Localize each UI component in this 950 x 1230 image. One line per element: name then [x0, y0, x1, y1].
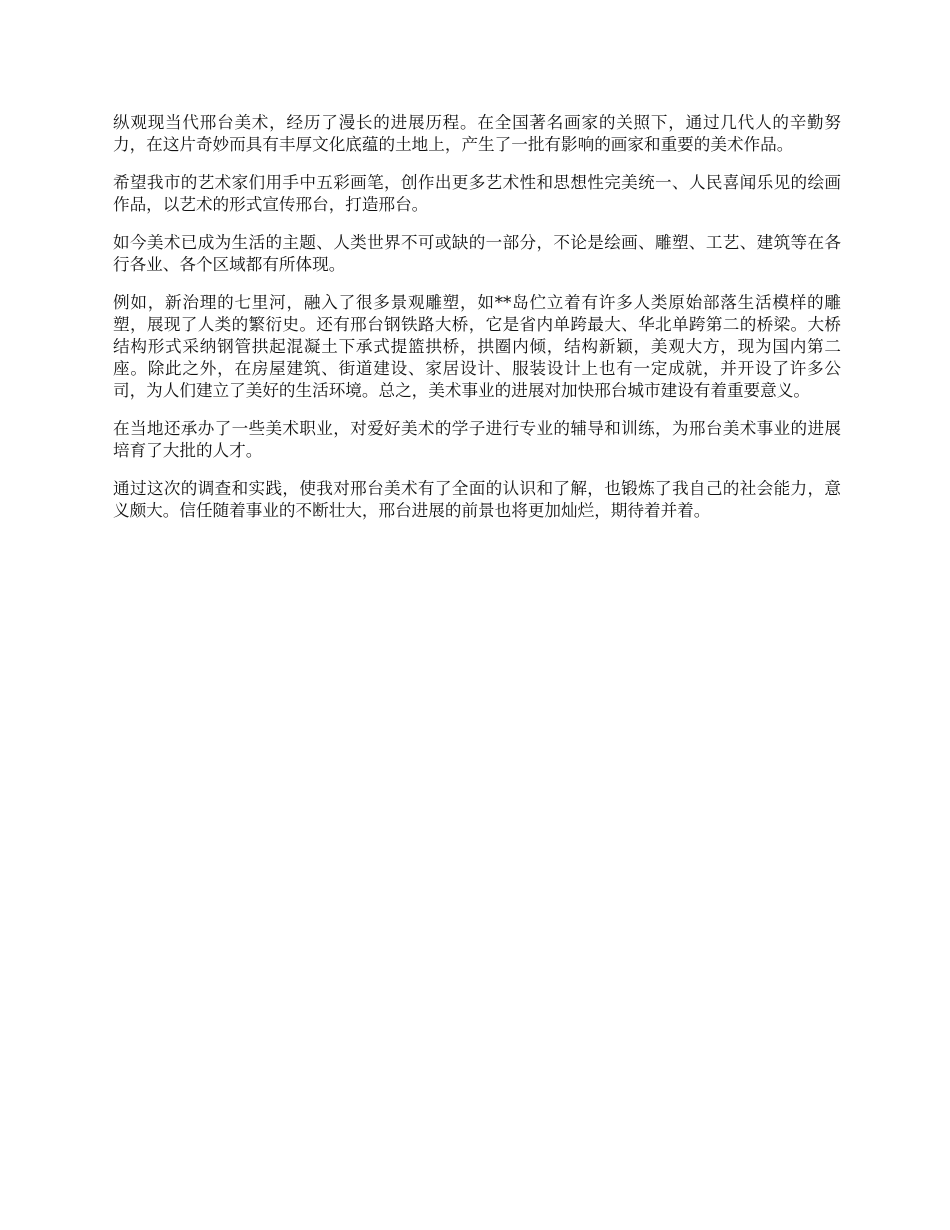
- paragraph-6: 通过这次的调查和实践，使我对邢台美术有了全面的认识和了解，也锻炼了我自己的社会能力，意义颇大。信任随着事业的不断壮大，邢台进展的前景也将更加灿烂，期待着并着。: [113, 479, 841, 520]
- paragraph-4: 例如，新治理的七里河，融入了很多景观雕塑，如**岛伫立着有许多人类原始部落生活模样的雕塑，展现了人类的繁衍史。还有邢台钢铁路大桥，它是省内单跨最大、华北单跨第二的桥梁。大桥结构形式采纳钢管拱起混凝土下承式提篮拱桥，拱圈内倾，结构新颖，美观大方，现为国内第二座。除此之外，在房屋建筑、街道建设、家居设计、服装设计上也有一定成就，并开设了许多公司，为人们建立了美好的生活环境。总之，美术事业的进展对加快邢台城市建设有着重要意义。: [113, 293, 841, 400]
- paragraph-5: 在当地还承办了一些美术职业，对爱好美术的学子进行专业的辅导和训练，为邢台美术事业的进展培育了大批的人才。: [113, 419, 841, 460]
- paragraph-2: 希望我市的艺术家们用手中五彩画笔，创作出更多艺术性和思想性完美统一、人民喜闻乐见的绘画作品，以艺术的形式宣传邢台，打造邢台。: [113, 173, 841, 214]
- paragraph-1: 纵观现当代邢台美术，经历了漫长的进展历程。在全国著名画家的关照下，通过几代人的辛勤努力，在这片奇妙而具有丰厚文化底蕴的土地上，产生了一批有影响的画家和重要的美术作品。: [113, 113, 841, 154]
- document-body: [113, 112, 841, 538]
- paragraph-3: 如今美术已成为生活的主题、人类世界不可或缺的一部分，不论是绘画、雕塑、工艺、建筑等在各行各业、各个区域都有所体现。: [113, 233, 841, 274]
